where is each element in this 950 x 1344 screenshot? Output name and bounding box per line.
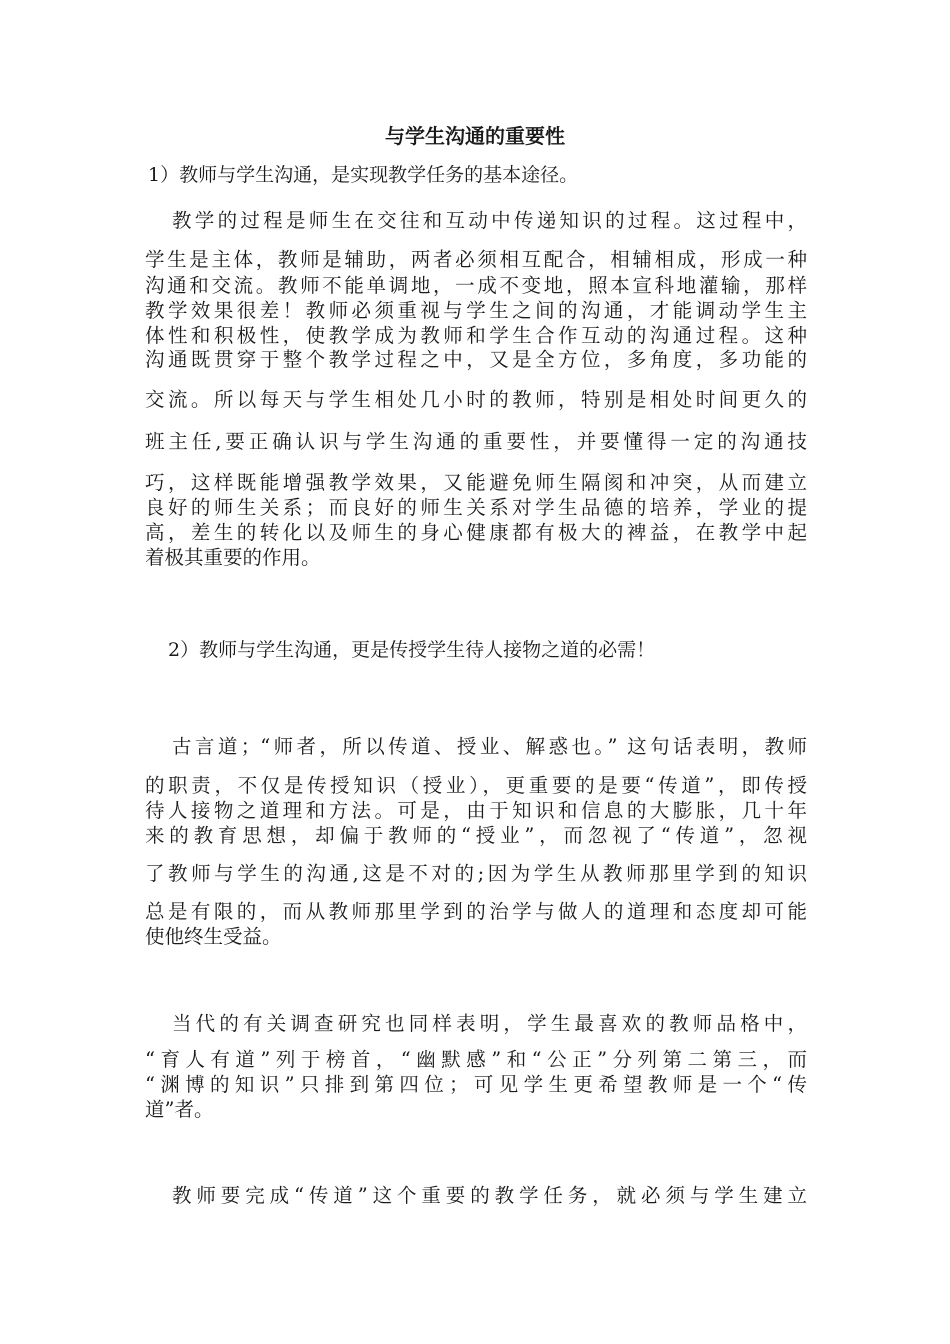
section-1-line: 教学效果很差！教师必须重视与学生之间的沟通，才能调动学生主 (145, 299, 807, 322)
section-2-line: “渊博的知识”只排到第四位；可见学生更希望教师是一个“传 (145, 1073, 807, 1096)
section-2-heading: 2）教师与学生沟通，更是传授学生待人接物之道的必需！ (168, 639, 656, 661)
section-1-line: 沟通既贯穿于整个教学过程之中，又是全方位，多角度，多功能的 (145, 348, 807, 371)
section-1-line: 巧，这样既能增强教学效果，又能避免师生隔阂和冲突，从而建立 (145, 471, 807, 494)
section-1-line: 学生是主体，教师是辅助，两者必须相互配合，相辅相成，形成一种 (145, 248, 807, 271)
section-2-line: 总是有限的，而从教师那里学到的治学与做人的道理和态度却可能 (145, 900, 807, 923)
document-title: 与学生沟通的重要性 (385, 124, 565, 148)
section-1-line: 体性和积极性，使教学成为教师和学生合作互动的沟通过程。这种 (145, 324, 807, 347)
section-1-line: 沟通和交流。教师不能单调地，一成不变地，照本宣科地灌输，那样 (145, 274, 807, 297)
section-2-line: 使他终生受益。 (145, 925, 282, 948)
section-1-line: 交流。所以每天与学生相处几小时的教师，特别是相处时间更久的 (145, 388, 807, 411)
section-2-line: 古言道；“师者，所以传道、授业、解惑也。” 这句话表明，教师 (172, 735, 807, 758)
section-1-line: 良好的师生关系；而良好的师生关系对学生品德的培养，学业的提 (145, 496, 807, 519)
section-1-line: 高，差生的转化以及师生的身心健康都有极大的裨益，在教学中起 (145, 521, 807, 544)
section-1-line: 班主任,要正确认识与学生沟通的重要性，并要懂得一定的沟通技 (145, 430, 807, 453)
section-2-line: 教师要完成“传道”这个重要的教学任务，就必须与学生建立 (172, 1184, 807, 1207)
section-1-heading: 1）教师与学生沟通，是实现教学任务的基本途径。 (148, 164, 579, 186)
section-1-line: 着极其重要的作用。 (145, 546, 321, 569)
section-2-line: “育人有道”列于榜首，“幽默感”和“公正”分列第二第三，而 (145, 1048, 807, 1071)
section-2-line: 来的教育思想，却偏于教师的“授业”，而忽视了“传道”，忽视 (145, 824, 807, 847)
section-2-line: 了教师与学生的沟通,这是不对的;因为学生从教师那里学到的知识 (145, 862, 807, 885)
section-2-line: 道”者。 (145, 1098, 214, 1121)
section-1-line: 教学的过程是师生在交往和互动中传递知识的过程。这过程中， (172, 209, 807, 232)
section-2-line: 当代的有关调查研究也同样表明，学生最喜欢的教师品格中， (172, 1012, 807, 1035)
section-2-line: 的职责，不仅是传授知识（授业），更重要的是要“传道”，即传授 (145, 774, 807, 797)
section-2-line: 待人接物之道理和方法。可是，由于知识和信息的大膨胀，几十年 (145, 799, 807, 822)
